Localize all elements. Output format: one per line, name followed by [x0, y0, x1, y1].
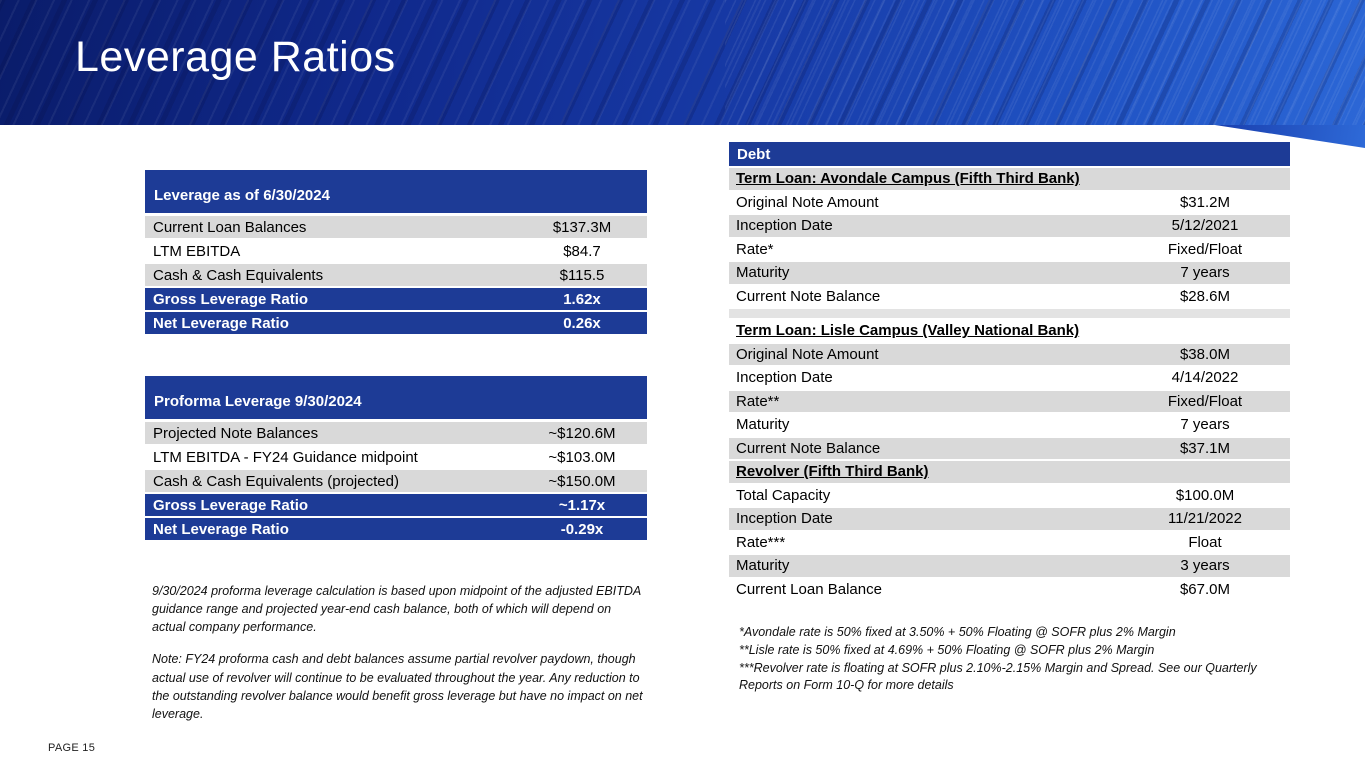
row-label: Rate***: [736, 533, 786, 551]
row-value: ~$150.0M: [548, 472, 616, 490]
debt-footnotes: [729, 624, 1277, 695]
section-title: Term Loan: Avondale Campus (Fifth Third Bank): [736, 170, 1080, 188]
debt-section-row: [729, 461, 1290, 485]
footnote-avondale-rate: *Avondale rate is 50% fixed at 3.50% + 50% Floating @ SOFR plus 2% Margin: [739, 625, 1176, 639]
row-label: LTM EBITDA: [153, 242, 241, 260]
row-value: ~$120.6M: [548, 424, 616, 442]
table-body-proforma: [145, 422, 647, 542]
footnote-fy24-note: Note: FY24 proforma cash and debt balances assume partial revolver paydown, though actual use of revolver will continue to be evaluated throughout the year. Any reduction to the outstanding revolver balance would benefit gross leverage but have no impact on net leverage.: [152, 652, 643, 721]
debt-table-header: Debt: [729, 142, 1290, 168]
row-label: Net Leverage Ratio: [153, 314, 289, 332]
debt-data-row: [729, 286, 1290, 310]
debt-data-row: [729, 239, 1290, 263]
row-value: $37.1M: [1179, 439, 1231, 457]
row-label: LTM EBITDA - FY24 Guidance midpoint: [153, 448, 418, 466]
row-value: $100.0M: [1175, 486, 1235, 504]
row-label: Net Leverage Ratio: [153, 520, 289, 538]
banner-stripe-texture: [725, 0, 1365, 125]
row-label: Gross Leverage Ratio: [153, 290, 309, 308]
row-label: Current Note Balance: [736, 439, 881, 457]
leverage-ratio-row: [145, 312, 647, 336]
row-value: $28.6M: [1179, 287, 1231, 305]
row-value: ~$103.0M: [548, 448, 616, 466]
row-label: Current Note Balance: [736, 287, 881, 305]
row-label: Current Loan Balance: [736, 580, 882, 598]
debt-data-row: [729, 555, 1290, 579]
debt-section-row: [729, 320, 1290, 344]
leverage-row: [145, 446, 647, 470]
row-value: Fixed/Float: [1167, 392, 1243, 410]
row-value: $31.2M: [1179, 193, 1231, 211]
row-value: $67.0M: [1179, 580, 1231, 598]
leverage-ratio-row: [145, 494, 647, 518]
row-value: 11/21/2022: [1168, 510, 1242, 528]
row-value: $115.5: [559, 266, 605, 284]
row-label: Inception Date: [736, 510, 833, 528]
leverage-row: [145, 216, 647, 240]
debt-data-row: [729, 485, 1290, 509]
row-value: -0.29x: [560, 520, 604, 538]
row-value: Fixed/Float: [1167, 240, 1243, 258]
footnote-lisle-rate: **Lisle rate is 50% fixed at 4.69% + 50% Floating @ SOFR plus 2% Margin: [739, 642, 1155, 657]
footnote-proforma-calc: 9/30/2024 proforma leverage calculation is based upon midpoint of the adjusted EBITDA guidance range and projected year-end cash balance, both of which will depend on actual company performance.: [152, 584, 641, 635]
debt-table-body: [729, 168, 1290, 602]
row-value: 4/14/2022: [1171, 369, 1239, 387]
row-label: Inception Date: [736, 369, 833, 387]
leverage-footnotes: [145, 582, 643, 723]
section-title: Revolver (Fifth Third Bank): [736, 463, 929, 481]
debt-data-row: [729, 262, 1290, 286]
debt-column: [729, 142, 1290, 695]
footnote-revolver-rate: ***Revolver rate is floating at SOFR plus 2.10%-2.15% Margin and Spread. See our Quarterly Reports on Form 10-Q for more details: [739, 660, 1257, 693]
leverage-ratio-row: [145, 518, 647, 542]
row-value: 7 years: [1180, 264, 1230, 282]
table-body-current: [145, 216, 647, 336]
row-label: Projected Note Balances: [153, 424, 319, 442]
row-value: 1.62x: [563, 290, 601, 308]
debt-section-row: [729, 168, 1290, 192]
leverage-row: [145, 240, 647, 264]
row-label: Rate*: [736, 240, 774, 258]
leverage-ratio-row: [145, 288, 647, 312]
debt-data-row: [729, 192, 1290, 216]
row-label: Inception Date: [736, 217, 833, 235]
debt-spacer-row: [729, 309, 1290, 320]
row-label: Cash & Cash Equivalents (projected): [153, 472, 399, 490]
debt-data-row: [729, 391, 1290, 415]
row-value: 7 years: [1180, 416, 1230, 434]
leverage-row: [145, 264, 647, 288]
debt-data-row: [729, 414, 1290, 438]
debt-data-row: [729, 579, 1290, 603]
leverage-row: [145, 422, 647, 446]
row-value: Float: [1188, 533, 1222, 551]
debt-data-row: [729, 215, 1290, 239]
leverage-column: [145, 170, 647, 737]
row-value: 0.26x: [563, 314, 601, 332]
row-label: Original Note Amount: [736, 345, 879, 363]
table-header-proforma: Proforma Leverage 9/30/2024: [145, 376, 647, 422]
row-label: Rate**: [736, 392, 780, 410]
debt-table: [729, 142, 1290, 602]
leverage-table-current: [145, 170, 647, 336]
page-title: Leverage Ratios: [75, 33, 396, 81]
table-header-current: Leverage as of 6/30/2024: [145, 170, 647, 216]
page-number: PAGE 15: [48, 742, 96, 754]
leverage-row: [145, 470, 647, 494]
row-label: Original Note Amount: [736, 193, 879, 211]
debt-data-row: [729, 508, 1290, 532]
debt-data-row: [729, 438, 1290, 462]
debt-data-row: [729, 367, 1290, 391]
row-label: Maturity: [736, 264, 790, 282]
row-value: $137.3M: [552, 218, 612, 236]
row-label: Maturity: [736, 557, 790, 575]
section-title: Term Loan: Lisle Campus (Valley National Bank): [736, 322, 1080, 340]
row-value: ~1.17x: [558, 496, 606, 514]
row-label: Gross Leverage Ratio: [153, 496, 309, 514]
row-value: 5/12/2021: [1171, 217, 1239, 235]
leverage-table-proforma: [145, 376, 647, 542]
row-label: Cash & Cash Equivalents: [153, 266, 324, 284]
row-value: $38.0M: [1179, 345, 1231, 363]
row-label: Maturity: [736, 416, 790, 434]
debt-data-row: [729, 344, 1290, 368]
row-value: 3 years: [1180, 557, 1230, 575]
header-banner: [0, 0, 1365, 125]
row-label: Current Loan Balances: [153, 218, 307, 236]
debt-data-row: [729, 532, 1290, 556]
row-label: Total Capacity: [736, 486, 831, 504]
row-value: $84.7: [563, 242, 601, 260]
